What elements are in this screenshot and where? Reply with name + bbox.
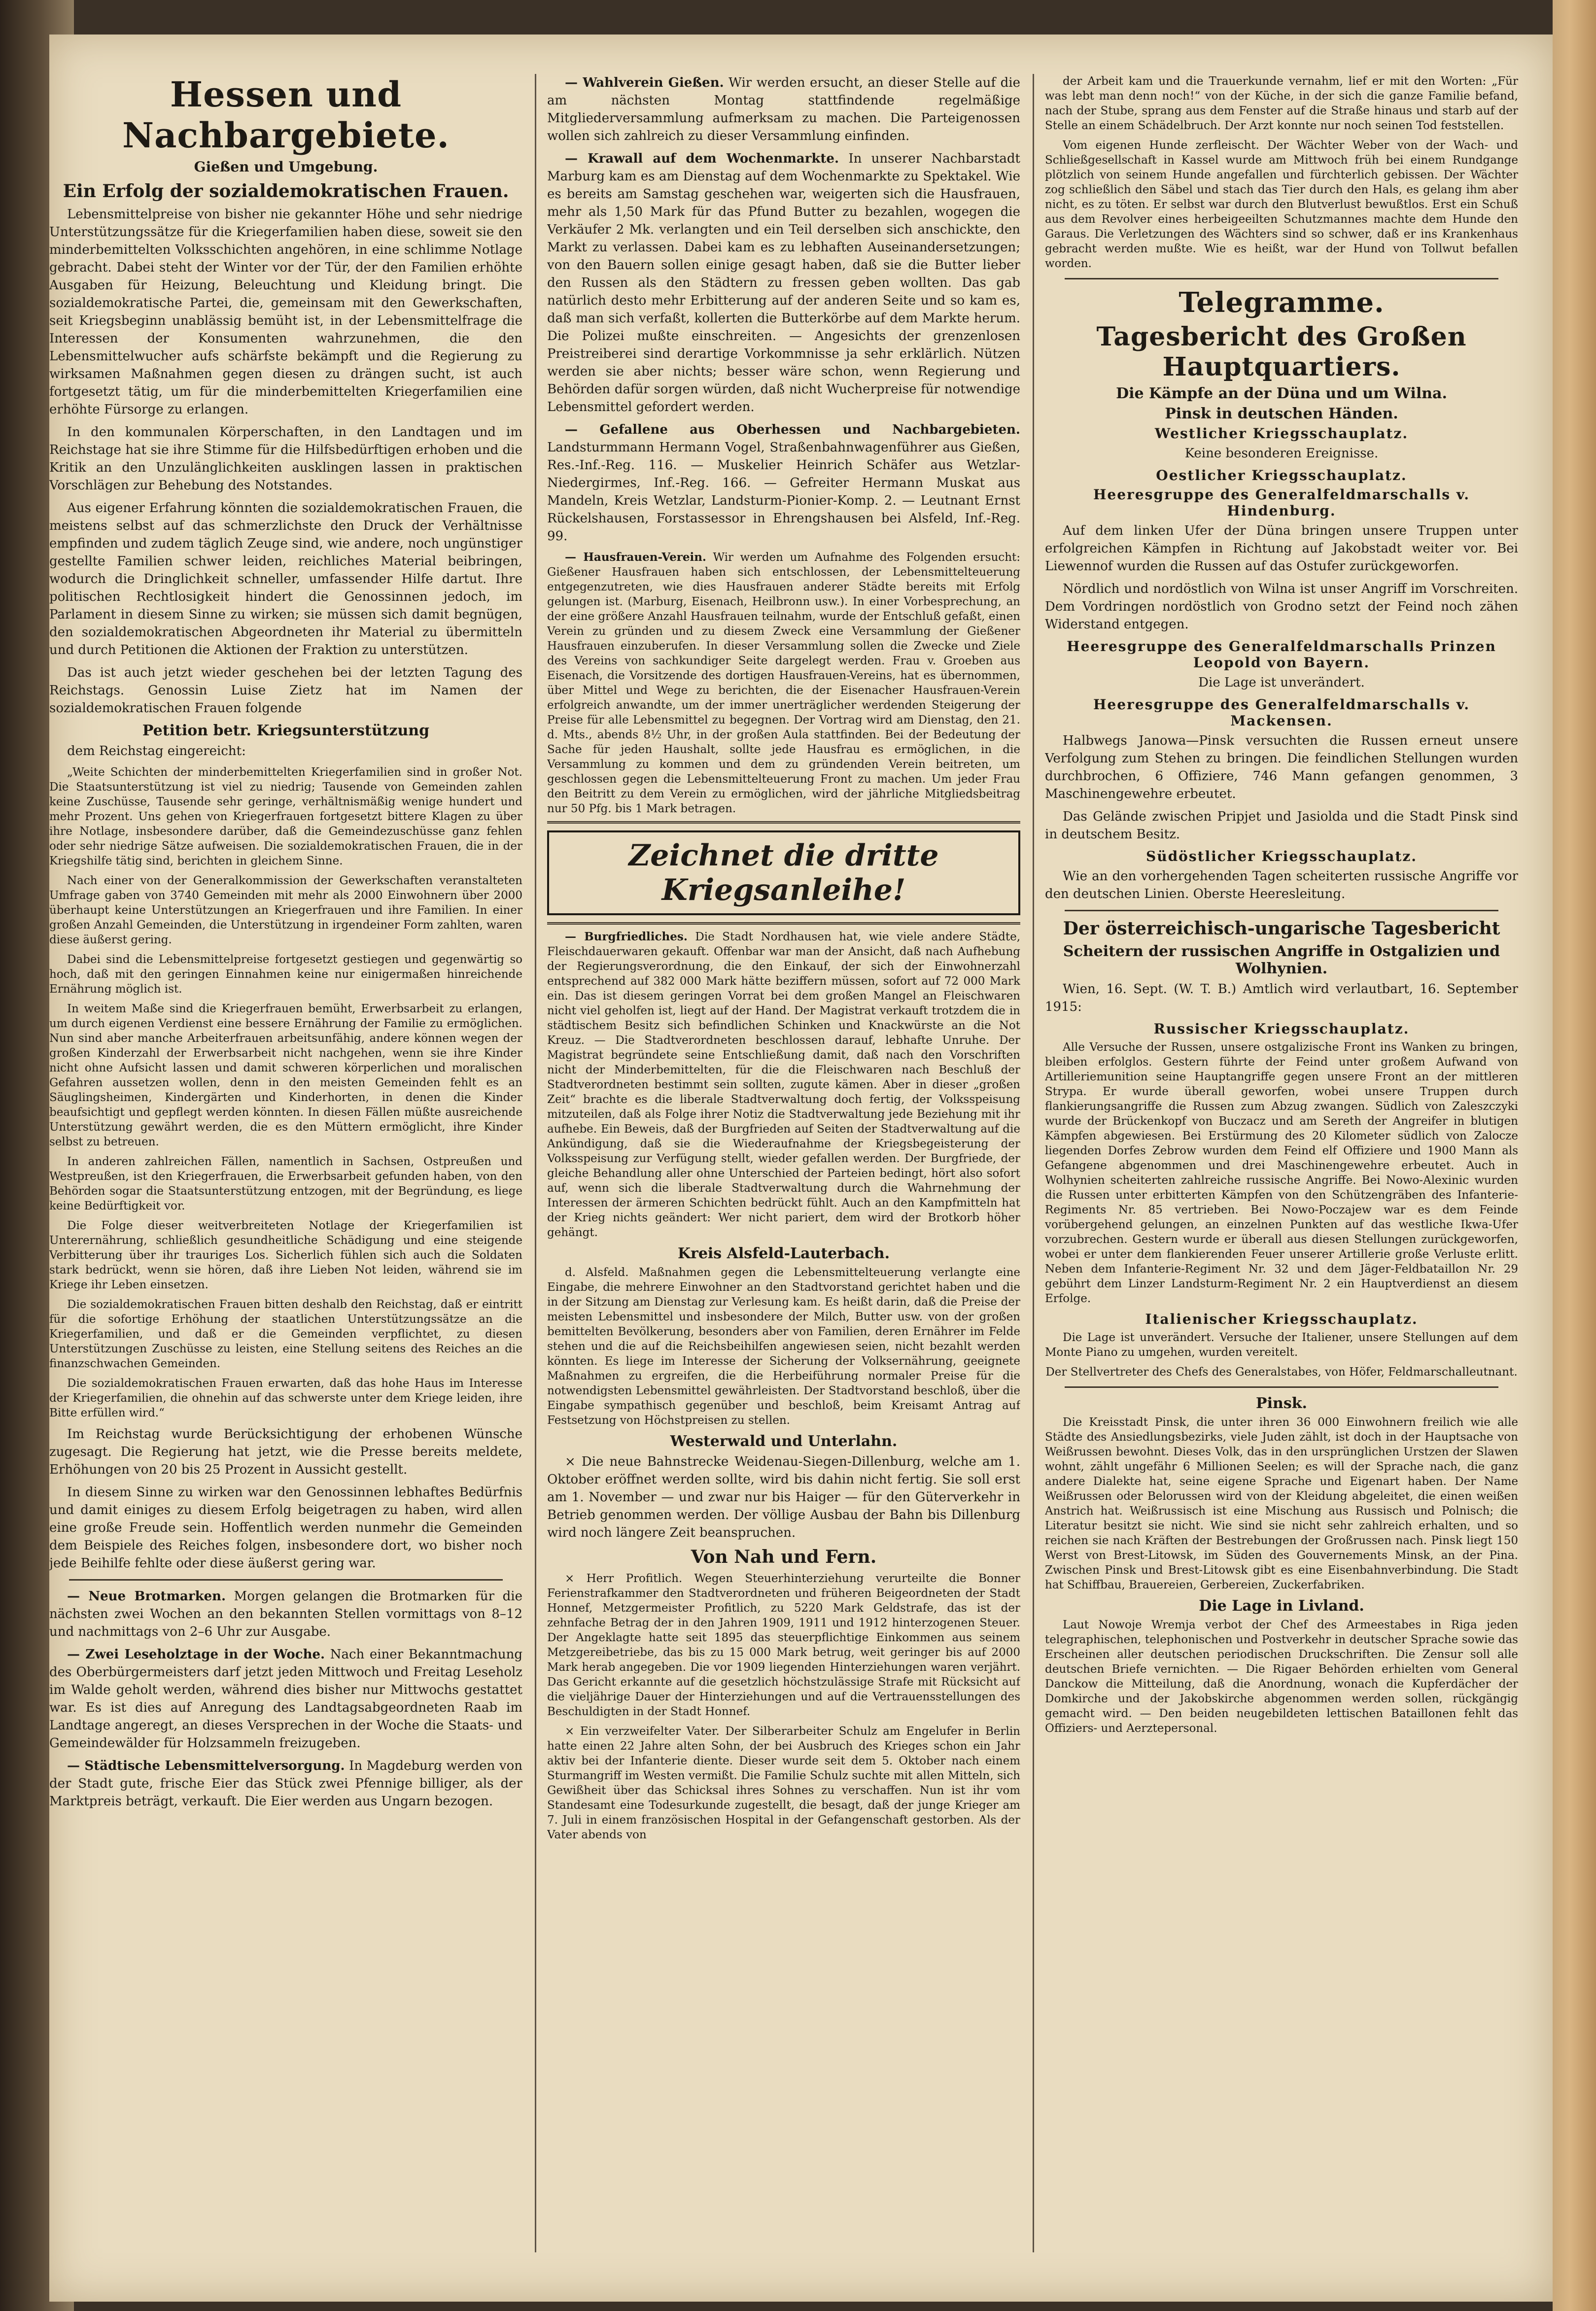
news-small: [547, 930, 1020, 1240]
news-item: [49, 1646, 522, 1752]
livland-title: Die Lage in Livland.: [1199, 1597, 1364, 1615]
signature: Der Stellvertreter des Chefs des Generalstabes, von Höfer, Feldmarschalleutnant.: [1045, 1366, 1518, 1379]
kreis-text-wrap: [547, 1265, 1020, 1428]
column-rule: [1033, 74, 1034, 2252]
news-text: Landsturmmann Hermann Vogel, Straßenbahnwagenführer aus Gießen, Res.-Inf.-Reg. 116. — Muskelier Heinrich Schäfer aus Wetzlar-Niedergirmes, Inf.-Reg. 166. — Gefreiter Hermann Muskat aus Mandeln, Kreis Wetzlar, Landsturm-Pionier-Komp. 2. — Leutnant Ernst Rückelshausen, Forstassessor in Ehrengshausen bei Alsfeld, Inf.-Reg. 99.: [547, 440, 1020, 544]
paragraph: Die Folge dieser weitverbreiteten Notlage der Kriegerfamilien ist Unterernährung, schließlich gesundheitliche Schädigung und eine steigende Verbitterung über ihr trauriges Los. Sicherlich fühlen sich auch die Soldaten stark bedrückt, wenn sie hören, daß ihre Lieben Not leiden, während sie im Kriege ihr Leben einsetzen.: [49, 1219, 522, 1291]
column-rule: [535, 74, 536, 2252]
news-text: Nach einer Bekanntmachung des Oberbürgermeisters darf jetzt jeden Mittwoch und Freitag Leseholz im Walde geholt werden, während dies bisher nur Mittwochs gestattet war. Es ist dies auf Anregung des Landtagsabgeordneten Raab im Landtage angeregt, an dieses Versprechen in der Woche die Staats- und Gemeindewälder für Holzsammeln freizugeben.: [49, 1647, 522, 1751]
fern-title: Von Nah und Fern.: [691, 1547, 877, 1567]
page-edge: [1553, 0, 1596, 2311]
paragraph: In den kommunalen Körperschaften, in den Landtagen und im Reichstage hat sie ihre Stimme für die Hilfsbedürftigen erhoben und die Kritik an den Unzulänglichkeiten ausklingen lassen in praktischen Vorschlägen zur Behebung des Notstandes.: [49, 425, 522, 493]
column-3: [1045, 74, 1518, 1741]
paragraph: Das ist auch jetzt wieder geschehen bei der letzten Tagung des Reichstags. Genossin Luise Zietz hat im Namen der sozialdemokratischen Frauen folgende: [49, 665, 522, 716]
paragraph: Alle Versuche der Russen, unsere ostgalizische Front ins Wanken zu bringen, bleiben erfolglos. Gestern führte der Feind unter großem Aufwand von Artilleriemunition seine Hauptangriffe gegen unsere Front an der mittleren Strypa. Er wurde überall geworfen, wobei unsere Truppen durch flankierungsangriffe die Russen zum Abzug zwangen. Südlich von Zaleszczyki wurde der Brückenkopf von Buczacz und am Sereth der Angreifer in blutigen Kämpfen abgewiesen. Bei Erstürmung des 20 Kilometer südlich von Zalocze liegenden Dorfes Zebrow wurden dem Feind elf Offiziere und 1900 Mann als Gefangene abgenommen und drei Maschinengewehre erbeutet. Auch in Wolhynien scheiterten zahlreiche russische Angriffe. Bei Nowo-Alexinic wurden die Russen unter erbitterten Kämpfen von den Schützengräben des Infanterie-Regiments Nr. 85 vertrieben. Bei Nowo-Poczajew war es dem Feinde vorübergehend gelungen, an einzelnen Punkten auf das westliche Ikwa-Ufer vorzubrechen. Gestern wurde er überall aus diesen Stellungen zurückgeworfen, wobei er unter dem flankierenden Feuer unserer Artillerie große Verluste erlitt. Neben dem Infanterie-Regiment Nr. 32 und dem Jäger-Feldbataillon Nr. 29 gebührt dem Linzer Landsturm-Regiment Nr. 2 ein Hauptverdienst an diesem Erfolge.: [1045, 1041, 1518, 1305]
news-item: [547, 930, 1020, 1240]
paragraph: Im Reichstag wurde Berücksichtigung der erhobenen Wünsche zugesagt. Die Regierung hat jetzt, wie die Presse bereits meldete, Erhöhungen von 20 bis 25 Prozent in Aussicht gestellt.: [49, 1427, 522, 1477]
austrian-report-title: Der österreichisch-ungarische Tagesbericht: [1063, 918, 1500, 939]
news-lead: — Hausfrauen-Verein.: [565, 551, 706, 564]
paragraph: × Herr Profitlich. Wegen Steuerhinterziehung verurteilte die Bonner Ferienstrafkammer den Stadtverordneten und früheren Beigeordneten der Stadt Honnef, Metzgermeister Profitlich, zu 5220 Mark Geldstrafe, das ist der zehnfache Betrag der in den Jahren 1909, 1911 und 1912 hinterzogenen Steuer. Der Angeklagte hatte seit 1895 das steuerpflichtige Einkommen aus seinem Metzgereibetriebe, das bis zu 15 000 Mark betrug, weit geringer bis auf 2000 Mark herab angegeben. Die vor 1909 liegenden Hinterziehungen waren verjährt. Das Gericht erkannte auf die gesetzlich höchstzulässige Strafe mit Rücksicht auf die vieljährige Dauer der Hinterziehungen und auf die Vertrauensstellungen des Beschuldigten in der Stadt Honnef.: [547, 1572, 1020, 1718]
news-item: [49, 1757, 522, 1810]
petition-title: Petition betr. Kriegsunterstützung: [142, 722, 430, 739]
fern-text-wrap: [547, 1571, 1020, 1842]
paragraph: In diesem Sinne zu wirken war den Genossinnen lebhaftes Bedürfnis und damit einiges zu diesem Erfolg beigetragen zu haben, wird allen eine große Freude sein. Hoffentlich werden nunmehr die Gemeinden dem Beispiele des Reiches folgen, insbesondere dort, wo bisher noch jede Beihilfe fehlte oder diese äußerst gering war.: [49, 1485, 522, 1571]
paragraph: Das Gelände zwischen Pripjet und Jasiolda und die Stadt Pinsk sind in deutschem Besitz.: [1045, 809, 1518, 842]
column-1: [49, 74, 522, 1815]
paragraph: Laut Nowoje Wremja verbot der Chef des Armeestabes in Riga jeden telegraphischen, telephonischen und Postverkehr in deutscher Sprache sowie das Erscheinen aller deutschen periodischen Druckschriften. Die Zensur soll alle deutschen Briefe vernichten. — Die Rigaer Behörden erhielten vom General Danckow die Mitteilung, daß die Anordnung, wonach die Kupferdächer der Domkirche und der Jakobskirche abgenommen werden sollen, rückgängig gemacht wird. — Den beiden neugebildeten lettischen Bataillonen fehlt das Offiziers- und Aerztepersonal.: [1045, 1619, 1518, 1735]
news-lead: — Gefallene aus Oberhessen und Nachbargebieten.: [565, 422, 1020, 437]
dateline: Wien, 16. Sept. (W. T. B.) Amtlich wird verlautbart, 16. September 1915:: [1045, 982, 1518, 1014]
newspaper-page: [49, 34, 1553, 2302]
news-item: [547, 550, 1020, 816]
front-title: Italienischer Kriegsschauplatz.: [1145, 1311, 1418, 1327]
divider: [547, 922, 1020, 925]
paragraph: Die Lage ist unverändert. Versuche der Italiener, unsere Stellungen auf dem Monte Piano zu umgehen, wurden vereitelt.: [1045, 1331, 1518, 1359]
headquarters-title: Tagesbericht des Großen Hauptquartiers.: [1096, 322, 1467, 382]
news-text: Wir werden um Aufnahme des Folgenden ersucht: Gießener Hausfrauen haben sich entschlossen, der Lebensmittelteuerung entgegenzutreten, wie dies Hausfrauen anderer Städte bereits mit Erfolg gelungen ist. (Marburg, Eisenach, Heilbronn usw.). In einer Vorbesprechung, an der eine größere Anzahl Hausfrauen teilnahm, wurde der Entschluß gefaßt, einen Verein zu gründen und zu diesem Zweck eine Versammlung der Gießener Hausfrauen einzuberufen. In dieser Versammlung sollen die Zwecke und Ziele des Vereins von sachkundiger Seite dargelegt werden. Frau v. Groeben aus Eisenach, die Vorsitzende des dortigen Hausfrauen-Vereins, hat es übernommen, über Mittel und Wege zu berichten, die der Eisenacher Hausfrauen-Verein erfolgreich anwandte, um der immer unerträglicher werdenden Steigerung der Preise für alle Lebensmittel zu begegnen. Der Vortrag wird am Dienstag, den 21. d. Mts., abends 8½ Uhr, in der großen Aula stattfinden. Bei der Bedeutung der Sache für jeden Haushalt, sollte jede Hausfrau es ermöglichen, in die Versammlung zu kommen und dem zu gründenden Verein beitreten, um geschlossen gegen die Lebensmittelteuerung Front zu machen. Um jeder Frau den Beitritt zu dem Verein zu ermöglichen, wird der jährliche Mitgliedsbeitrag nur 50 Pfg. bis 1 Mark betragen.: [547, 551, 1020, 815]
headquarters-subtitle: Pinsk in deutschen Händen.: [1165, 405, 1398, 422]
pinsk-text-wrap: [1045, 1415, 1518, 1592]
paragraph: Die Kreisstadt Pinsk, die unter ihren 36 000 Einwohnern freilich wie alle Städte des Ansiedlungsbezirks, viele Juden zählt, ist doch in der Hauptsache von Weißrussen bewohnt. Dieses Volk, das in den ursprünglichen Urstzen der Slawen wohnt, zählt ungefähr 6 Millionen Seelen; es will der Sprache nach, die ganz andere Dialekte hat, seine eigene Sprache und Eigenart haben. Der Name Weißrussen oder Belorussen wird von der Kleidung abgeleitet, die einen weißen Anstrich hat. Weißrussisch ist eine Mischung aus Russisch und Polnisch; die Literatur besitzt sie nicht. Wie sind sie nicht sehr zahlreich erhalten, und so reichen sie nach Kräften der Bestrebungen der Großrussen nach. Pinsk liegt 150 Werst von Brest-Litowsk, im Süden des Gouvernements Minsk, an der Pina. Zwischen Pinsk und Brest-Litowsk gibt es eine Eisenbahnverbindung. Die Stadt hat Schiffbau, Brauereien, Gerbereien, Zuckerfabriken.: [1045, 1416, 1518, 1591]
news-text: Morgen gelangen die Brotmarken für die nächsten zwei Wochen an den bekannten Stellen vormittags von 8–12 und nachmittags von 2–6 Uhr zur Ausgabe.: [49, 1589, 522, 1639]
paragraph: In anderen zahlreichen Fällen, namentlich in Sachsen, Ostpreußen und Westpreußen, ist den Kriegerfrauen, die Erwerbsarbeit gefunden haben, von den Behörden sogar die Staatsunterstützung entzogen, mit der Begründung, es liege keine Bedürftigkeit vor.: [49, 1155, 522, 1212]
austrian-report-subtitle: Scheitern der russischen Angriffe in Ostgalizien und Wolhynien.: [1063, 943, 1500, 977]
news-item: [547, 421, 1020, 545]
article-title: Ein Erfolg der sozialdemokratischen Frauen.: [63, 181, 509, 202]
paragraph: × Ein verzweifelter Vater. Der Silberarbeiter Schulz am Engelufer in Berlin hatte einen 22 Jahre alten Sohn, der bei Ausbruch des Krieges schon ein Jahr aktiv bei der Infanterie diente. Dieser wurde seit dem 5. Oktober nach einem Sturmangriff im Westen vermißt. Die Familie Schulz suchte mit allen Mitteln, sich Gewißheit über das Schicksal ihres Sohnes zu verschaffen. Nun ist ihr vom Standesamt eine Todesurkunde zugestellt, die besagt, daß der junge Krieger am 7. Juli in einem französischen Hospital in der Gefangenschaft gestorben. Als der Vater abends von: [547, 1725, 1020, 1841]
paragraph: Die Lage ist unverändert.: [1198, 675, 1365, 690]
army-group-title: Heeresgruppe des Generalfeldmarschalls Prinzen Leopold von Bayern.: [1067, 638, 1496, 671]
paragraph: „Weite Schichten der minderbemittelten Kriegerfamilien sind in großer Not. Die Staatsunterstützung ist viel zu niedrig; Tausende von Gemeinden zahlen keine Zuschüsse, Tausende sehr geringe, verhältnismäßig wenige hundert und mehr Prozent. Uns gehen von Kriegerfrauen fortgesetzt bittere Klagen zu über ihre Notlage, insbesondere darüber, daß die Gemeindezuschüsse ganz fehlen oder sehr niedrige Sätze aufweisen. Die sozialdemokratischen Frauen, die in der Kriegshilfe tätig sind, berichten in gleichem Sinne.: [49, 766, 522, 867]
army-group-title: Heeresgruppe des Generalfeldmarschalls v. Hindenburg.: [1093, 486, 1470, 519]
front-text: Keine besonderen Ereignisse.: [1184, 446, 1379, 461]
news-lead: — Krawall auf dem Wochenmarkte.: [565, 151, 839, 166]
war-bond-banner: Zeichnet die dritte Kriegsanleihe!: [547, 830, 1020, 915]
divider: [1065, 910, 1498, 911]
paragraph: Halbwegs Janowa—Pinsk versuchten die Russen erneut unsere Verfolgung zum Stehen zu bringen. Die feindlichen Stellungen wurden durchbrochen, 6 Offiziere, 746 Mann gefangen genommen, 3 Maschinengewehre erbeutet.: [1045, 733, 1518, 801]
news-text: Wir werden ersucht, an dieser Stelle auf die am nächsten Montag stattfindende regelmäßige Mitgliederversammlung aufmerksam zu machen. Die Parteigenossen wollen sich zahlreich zu dieser Versammlung einfinden.: [547, 75, 1020, 143]
westerwald-text: × Die neue Bahnstrecke Weidenau-Siegen-Dillenburg, welche am 1. Oktober eröffnet werden sollte, wird bis dahin nicht fertig. Sie soll erst am 1. November — und zwar nur bis Haiger — für den Güterverkehr in Betrieb genommen werden. Der völlige Ausbau der Bahn bis Dillenburg wird noch längere Zeit beanspruchen.: [547, 1454, 1020, 1540]
paragraph: Nach einer von der Generalkommission der Gewerkschaften veranstalteten Umfrage gaben von 3740 Gemeinden mit mehr als 2000 Einwohnern über 2000 überhaupt keine Unterstützungen an Kriegerfrauen und ihre Familien. In einer großen Anzahl Gemeinden, die Unterstützung in irgendeiner Form zahlten, waren diese äußerst gering.: [49, 874, 522, 946]
paragraph: Auf dem linken Ufer der Düna bringen unsere Truppen unter erfolgreichen Kämpfen in Richtung auf Jakobstadt weiter vor. Bei Liewennof wurden die Russen auf das Ostufer zurückgeworfen.: [1045, 523, 1518, 574]
front-title: Südöstlicher Kriegsschauplatz.: [1145, 848, 1417, 864]
paragraph: Vom eigenen Hunde zerfleischt. Der Wächter Weber von der Wach- und Schließgesellschaft in Kassel wurde am Mittwoch früh bei einem Rundgange plötzlich von seinem Hunde angefallen und fürchterlich gebissen. Der Wächter zog schließlich den Säbel und stach das Tier durch den Hals, es gelang ihm aber nicht, es zu töten. Er selbst war durch den Blutverlust bewußtlos. Erst ein Schuß aus dem Revolver eines herbeigeeilten Schutzmannes machte dem Hunde den Garaus. Die Verletzungen des Wächters sind so schwer, daß er ins Krankenhaus gebracht werden mußte. Wie es heißt, war der Hund von Tollwut befallen worden.: [1045, 139, 1518, 270]
paragraph: Nördlich und nordöstlich von Wilna ist unser Angriff im Vorschreiten. Dem Vordringen nordöstlich von Grodno setzt der Feind noch zähen Widerstand entgegen.: [1045, 582, 1518, 632]
news-lead: — Städtische Lebensmittelversorgung.: [67, 1759, 345, 1773]
kreis-text: d. Alsfeld. Maßnahmen gegen die Lebensmittelteuerung verlangte eine Eingabe, die mehrere Einwohner an den Stadtvorstand gerichtet haben und die in der Sitzung am Dienstag zur Verlesung kam. Es heißt darin, daß die Preise der meisten Lebensmittel und insbesondere der Milch, Butter usw. von der großen bemittelten Bevölkerung, besonders aber von Familien, deren Ernährer im Felde stehen und die auf die Reichsbeihilfen angewiesen seien, nicht bezahlt werden könnten. Es liege im Interesse der Sicherung der Volksernährung, geeignete Maßnahmen zu ergreifen, die die Herbeiführung normaler Preise für die notwendigsten Lebensmittel gewährleisten. Der Stadtvorstand beschloß, über die Eingabe sympathisch gegenüber und beschloß, beim Kreisamt Antrag auf Festsetzung von Höchstpreisen zu stellen.: [547, 1266, 1020, 1427]
paragraph: Lebensmittelpreise von bisher nie gekannter Höhe und sehr niedrige Unterstützungssätze für die Kriegerfamilien haben diese, soweit sie den minderbemittelten Volksschichten angehören, in eine schlimme Notlage gebracht. Dabei steht der Winter vor der Tür, der den Familien erhöhte Ausgaben für Heizung, Beleuchtung und Kleidung bringt. Die sozialdemokratische Partei, die, gemeinsam mit den Gewerkschaften, seit Kriegsbeginn unablässig bemüht ist, in der Lebensmittelfrage die Interessen der Konsumenten wahrzunehmen, die den Lebensmittelwucher aufs schärfste bekämpft und die Regierung zu wirksamen Maßnahmen gegen diesen zu drängen sucht, ist auch fortgesetzt tätig, um für die minderbemittelten Kriegerfamilien eine erhöhte Fürsorge zu erlangen.: [49, 207, 522, 417]
russ-text-wrap: [1045, 1040, 1518, 1306]
westerwald-title: Westerwald und Unterlahn.: [670, 1433, 898, 1450]
news-item: [547, 74, 1020, 145]
petition-intro: dem Reichstag eingereicht:: [67, 744, 246, 759]
paragraph: In weitem Maße sind die Kriegerfrauen bemüht, Erwerbsarbeit zu erlangen, um durch eigenen Verdienst eine bessere Ernährung der Familie zu ermöglichen. Nun sind aber manche Arbeiterfrauen arbeitsunfähig, andere können wegen der großen Kinderzahl der Erwerbsarbeit nicht nachgehen, wenn sie ihre Kinder nicht ohne Aufsicht lassen und damit schweren körperlichen und moralischen Gefahren aussetzen wollen, denn in den meisten Gemeinden fehlt es an Säuglingsheimen, Kindergärten und Kinderhorten, in denen die Kinder beaufsichtigt und gepflegt werden könnten. In diesen Fällen müßte ausreichende Unterstützung gewährt werden, die es den Müttern ermöglicht, ihre Kinder selbst zu betreuen.: [49, 1002, 522, 1148]
divider: [1065, 1386, 1498, 1388]
column-2: [547, 74, 1020, 1847]
pinsk-title: Pinsk.: [1256, 1395, 1307, 1412]
news-item: [547, 150, 1020, 416]
news-item: [49, 1587, 522, 1641]
headquarters-subtitle: Die Kämpfe an der Düna und um Wilna.: [1116, 385, 1447, 402]
army-group-title: Heeresgruppe des Generalfeldmarschalls v. Mackensen.: [1093, 696, 1470, 729]
top-text-wrap: [1045, 74, 1518, 271]
news-lead: — Wahlverein Gießen.: [565, 75, 724, 90]
paragraph: Die sozialdemokratischen Frauen erwarten, daß das hohe Haus im Interesse der Kriegerfamilien, die ohnehin auf das schwerste unter dem Kriege leiden, ihre Bitte erfüllen wird.“: [49, 1377, 522, 1419]
news-lead: — Neue Brotmarken.: [67, 1589, 226, 1604]
paragraph: Dabei sind die Lebensmittelpreise fortgesetzt gestiegen und gegenwärtig so hoch, daß mit den geringen Einnahmen keine nur einigermaßen hinreichende Ernährung möglich ist.: [49, 953, 522, 996]
news-text: In Magdeburg werden von der Stadt gute, frische Eier das Stück zwei Pfennige billiger, als der Marktpreis beträgt, verkauft. Die Eier werden aus Ungarn bezogen.: [49, 1759, 522, 1809]
paragraph: Aus eigener Erfahrung könnten die sozialdemokratischen Frauen, die meistens selbst auf das schmerzlichste den Druck der Verhältnisse empfinden und zudem täglich Zeuge sind, wie andere, noch ungünstiger gestellte Familien schwer leiden, reichliches Material beibringen, wodurch die Dringlichkeit schneller, umfassender Hilfe dartut. Ihre politischen Rechtlosigkeit hindert die Genossinnen jedoch, im Parlament in diesem Sinne zu wirken; sie müssen sich damit begnügen, den sozialdemokratischen Abgeordneten ihr Material zu übermitteln und durch Petitionen die Aktionen der Fraktion zu unterstützen.: [49, 501, 522, 657]
paragraph: der Arbeit kam und die Trauerkunde vernahm, lief er mit den Worten: „Für was lebt man denn noch!“ von der Küche, in der sich die ganze Familie befand, nach der Stube, sprang aus dem Fenster auf die Straße hinaus und starb auf der Stelle an einem Schädelbruch. Der Arzt konnte nur noch seinen Tod feststellen.: [1045, 75, 1518, 132]
news-text: Die Stadt Nordhausen hat, wie viele andere Städte, Fleischdauerwaren gekauft. Offenbar war man der Ansicht, daß nach Aufhebung der Regierungsverordnung, die den Einkauf, der sich der Einwohnerzahl entsprechend auf 382 000 Mark hätte beziffern müssen, sofort auf 72 000 Mark ein. Das ist diesem geringen Vorrat bei dem großen Mangel an Fleischwaren nicht viel geholfen ist, liegt auf der Hand. Der Magistrat verkauft trotzdem die in städtischem Besitz sich befindlichen Schinken und Knackwürste an die Not Kreuz. — Die Stadtverordneten beschlossen darauf, lebhafte Unruhe. Der Magistrat begründete seine Entschließung damit, daß nach den Vorschriften nicht der Minderbemittelten, für die die Fleischwaren nach Beschluß der Stadtverordneten bestimmt sein sollten, zugute kämen. Aber in dieser „großen Zeit“ brachte es die liberale Stadtverwaltung doch fertig, der Volksspeisung mitzuteilen, daß als Folge ihrer Notiz die Stadtverwaltung jede Beziehung mit ihr aufhebe. Ein Beweis, daß der Burgfrieden auf Seiten der Stadtverwaltung auf die Ankündigung, daß sie die Wiederaufnahme der Kriegsbegeisterung der Volksspeisung zur Verfügung stellt, wieder gefallen werden. Der Burgfriede, der gleiche Behandlung aller ohne Unterschied der Parteien bedingt, hört also sofort auf, wenn sich die liberale Stadtverwaltung durch die Wahrnehmung der Interessen der ärmeren Schichten bedrückt fühlt. Auch an den Kampfmitteln hat der Krieg nichts geändert: Wer nicht pariert, dem wird der Brotkorb höher gehängt.: [547, 931, 1020, 1239]
front-title: Oestlicher Kriegsschauplatz.: [1156, 467, 1407, 483]
news-text: In unserer Nachbarstadt Marburg kam es am Dienstag auf dem Wochenmarkte zu Spektakel. Wie es bereits am Samstag geschehen war, weigerten sich die Hausfrauen, mehr als 1,50 Mark für das Pfund Butter zu bezahlen, wogegen die Verkäufer 2 Mk. verlangten und ein Teil derselben sich anschickte, den Markt zu verlassen. Dabei kam es zu lebhaften Auseinandersetzungen; von den Bauern sollen einige gesagt haben, daß sie die Butter lieber den Russen als den Städtern zu fressen geben wollten. Das gab natürlich desto mehr Erbitterung auf der anderen Seite und so kam es, daß man sich verfaßt, kollerten die Butterkörbe auf dem Markte herum. Die Polizei mußte einschreiten. — Angesichts der grenzenlosen Preistreiberei sind derartige Vorkommnisse ja sehr erklärlich. Nützen werden sie aber nichts; besser wäre schon, wenn Regierung und Behörden dafür sorgen würden, daß nicht Wucherpreise für notwendige Lebensmittel gefordert werden.: [547, 151, 1020, 414]
petition-text: [49, 765, 522, 1420]
divider: [547, 821, 1020, 824]
paragraph: Die sozialdemokratischen Frauen bitten deshalb den Reichstag, daß er eintritt für die sofortige Erhöhung der staatlichen Unterstützungssätze an die Kriegerfamilien, und daß er die Gemeinden verpflichtet, zu diesen Unterstützungen Zuschüsse zu leisten, eine Stellung seitens des Reiches an die finanzschwachen Gemeinden.: [49, 1298, 522, 1370]
section-subtitle: Gießen und Umgebung.: [194, 159, 378, 175]
section-title: Hessen und Nachbargebiete.: [122, 74, 450, 156]
livland-text-wrap: [1045, 1618, 1518, 1736]
divider: [1065, 278, 1498, 279]
divider: [69, 1579, 503, 1581]
ital-text-wrap: [1045, 1330, 1518, 1380]
news-lead: — Zwei Leseholztage in der Woche.: [67, 1647, 325, 1662]
paragraph: Wie an den vorhergehenden Tagen scheiterten russische Angriffe vor den deutschen Linien. Oberste Heeresleitung.: [1045, 869, 1518, 901]
news-lead: — Burgfriedliches.: [565, 930, 688, 943]
kreis-title: Kreis Alsfeld-Lauterbach.: [677, 1245, 890, 1262]
telegrams-title: Telegramme.: [1179, 286, 1385, 319]
news-small: [547, 550, 1020, 816]
front-title: Westlicher Kriegsschauplatz.: [1154, 425, 1409, 442]
front-title: Russischer Kriegsschauplatz.: [1153, 1021, 1410, 1037]
